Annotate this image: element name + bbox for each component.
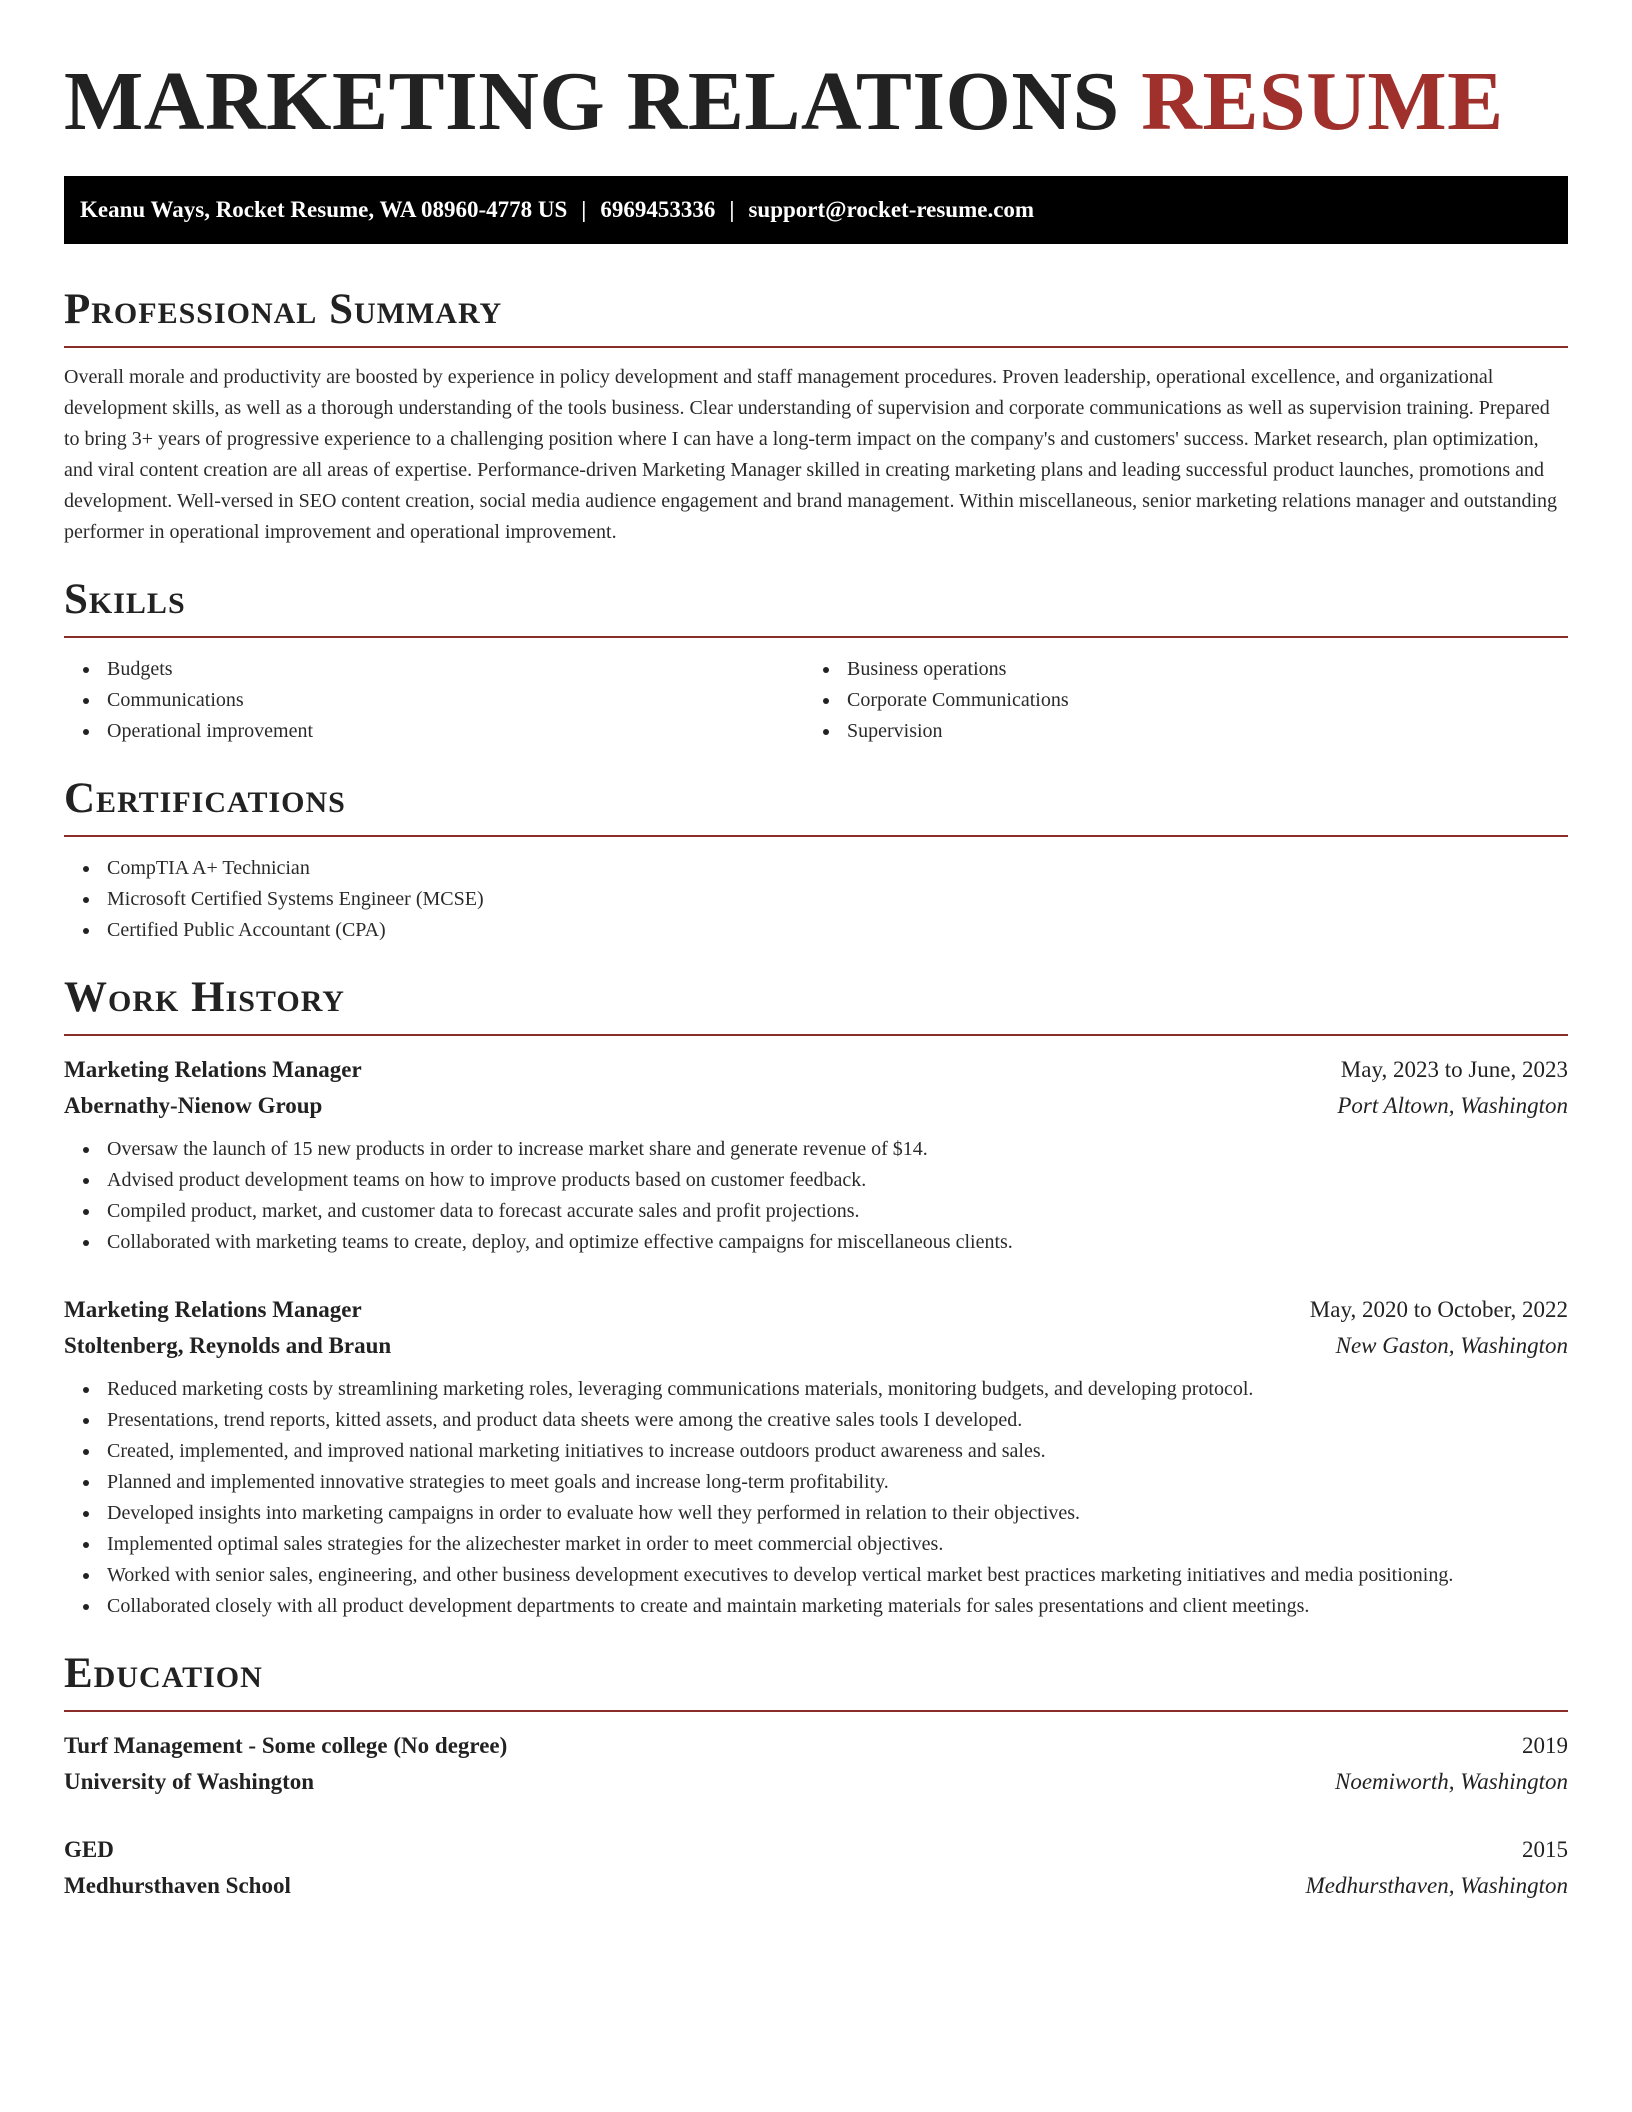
work-history-section	[64, 972, 1568, 1622]
summary-text: Overall morale and productivity are boosted by experience in policy development and staff management procedures. Proven leadership, operational excellence, and organizational development skills, as well as a thorough understanding of the tools business. Clear understanding of supervision and corporate communications as well as supervision training. Prepared to bring 3+ years of progressive experience to a challenging position where I can have a long-term impact on the company's and customers' success. Market research, plan optimization, and viral content creation are all areas of expertise. Performance-driven Marketing Manager skilled in creating marketing plans and leading successful product launches, promotions and development. Well-versed in SEO content creation, social media audience engagement and brand management. Within miscellaneous, senior marketing relations manager and outstanding performer in operational improvement and operational improvement.	[64, 366, 1558, 543]
education-entry	[64, 1728, 1568, 1800]
education-degree-row	[64, 1728, 1568, 1764]
job-header-row	[64, 1292, 1568, 1328]
skill-item: Operational improvement	[107, 716, 804, 747]
job-location: New Gaston, Washington	[1335, 1333, 1568, 1358]
skill-item: Communications	[107, 685, 804, 716]
education-school-row	[64, 1868, 1568, 1904]
education-year: 2015	[1522, 1837, 1568, 1862]
job-bullet: Compiled product, market, and customer data to forecast accurate sales and profit projections.	[107, 1196, 1568, 1227]
summary-section	[64, 284, 1568, 548]
job-bullet: Reduced marketing costs by streamlining marketing roles, leveraging communications materials, monitoring budgets, and developing protocol.	[107, 1374, 1568, 1405]
job-bullet: Worked with senior sales, engineering, and other business development executives to develop vertical market best practices marketing initiatives and media positioning.	[107, 1560, 1568, 1591]
job-bullet: Developed insights into marketing campaigns in order to evaluate how well they performed in relation to their objectives.	[107, 1498, 1568, 1529]
section-divider	[64, 835, 1568, 837]
skills-list-left	[64, 654, 804, 747]
education-year: 2019	[1522, 1733, 1568, 1758]
skills-grid	[64, 654, 1568, 747]
resume-title	[64, 0, 1568, 152]
title-accent: RESUME	[1141, 55, 1504, 148]
education-school: Medhursthaven School	[64, 1873, 291, 1898]
skills-section	[64, 574, 1568, 747]
skill-item: Corporate Communications	[847, 685, 1544, 716]
section-heading-work-history: Work History	[64, 974, 345, 1021]
job-company-row	[64, 1088, 1568, 1124]
section-heading-skills: Skills	[64, 576, 186, 623]
job-bullet: Collaborated closely with all product development departments to create and maintain marketing materials for sales presentations and client meetings.	[107, 1591, 1568, 1622]
contact-email: support@rocket-resume.com	[748, 197, 1035, 222]
contact-bar	[64, 176, 1568, 244]
section-divider	[64, 636, 1568, 638]
job-company-row	[64, 1328, 1568, 1364]
contact-phone: 6969453336	[600, 197, 716, 222]
certifications-list	[64, 853, 1568, 946]
job-bullet: Presentations, trend reports, kitted assets, and product data sheets were among the creative sales tools I developed.	[107, 1405, 1568, 1436]
education-degree: GED	[64, 1837, 114, 1862]
skill-item: Business operations	[847, 654, 1544, 685]
job-title: Marketing Relations Manager	[64, 1057, 362, 1082]
contact-address: Keanu Ways, Rocket Resume, WA 08960-4778 US	[80, 197, 568, 222]
certification-item: Certified Public Accountant (CPA)	[107, 915, 1568, 946]
section-divider	[64, 1710, 1568, 1712]
job-bullet: Advised product development teams on how to improve products based on customer feedback.	[107, 1165, 1568, 1196]
job-bullets	[64, 1374, 1568, 1622]
job-bullet: Oversaw the launch of 15 new products in order to increase market share and generate revenue of $14.	[107, 1134, 1568, 1165]
job-dates: May, 2023 to June, 2023	[1340, 1057, 1568, 1082]
title-main: MARKETING RELATIONS	[64, 55, 1120, 148]
education-school-row	[64, 1764, 1568, 1800]
section-divider	[64, 346, 1568, 348]
education-degree-row	[64, 1832, 1568, 1868]
job-company: Abernathy-Nienow Group	[64, 1093, 323, 1118]
education-school: University of Washington	[64, 1769, 315, 1794]
job-bullets	[64, 1134, 1568, 1258]
section-heading-certifications: Certifications	[64, 775, 346, 822]
education-location: Medhursthaven, Washington	[1305, 1873, 1568, 1898]
section-heading-summary: Professional Summary	[64, 286, 503, 333]
job-entry	[64, 1052, 1568, 1258]
education-section	[64, 1648, 1568, 1904]
section-heading-education: Education	[64, 1650, 263, 1697]
job-bullet: Planned and implemented innovative strategies to meet goals and increase long-term profitability.	[107, 1467, 1568, 1498]
skills-list-right	[804, 654, 1544, 747]
skill-item: Budgets	[107, 654, 804, 685]
contact-separator: |	[581, 197, 587, 222]
section-divider	[64, 1034, 1568, 1036]
contact-separator: |	[729, 197, 735, 222]
job-bullet: Collaborated with marketing teams to create, deploy, and optimize effective campaigns for miscellaneous clients.	[107, 1227, 1568, 1258]
education-entry	[64, 1832, 1568, 1904]
job-header-row	[64, 1052, 1568, 1088]
job-location: Port Altown, Washington	[1337, 1093, 1568, 1118]
skills-column-left	[64, 654, 804, 747]
job-bullet: Implemented optimal sales strategies for the alizechester market in order to meet commercial objectives.	[107, 1529, 1568, 1560]
job-entry	[64, 1292, 1568, 1622]
skills-column-right	[804, 654, 1544, 747]
skill-item: Supervision	[847, 716, 1544, 747]
job-dates: May, 2020 to October, 2022	[1309, 1297, 1568, 1322]
job-title: Marketing Relations Manager	[64, 1297, 362, 1322]
education-degree: Turf Management - Some college (No degree)	[64, 1733, 508, 1758]
education-location: Noemiworth, Washington	[1334, 1769, 1568, 1794]
job-bullet: Created, implemented, and improved national marketing initiatives to increase outdoors product awareness and sales.	[107, 1436, 1568, 1467]
certifications-section	[64, 773, 1568, 946]
certification-item: Microsoft Certified Systems Engineer (MCSE)	[107, 884, 1568, 915]
certification-item: CompTIA A+ Technician	[107, 853, 1568, 884]
job-company: Stoltenberg, Reynolds and Braun	[64, 1333, 392, 1358]
